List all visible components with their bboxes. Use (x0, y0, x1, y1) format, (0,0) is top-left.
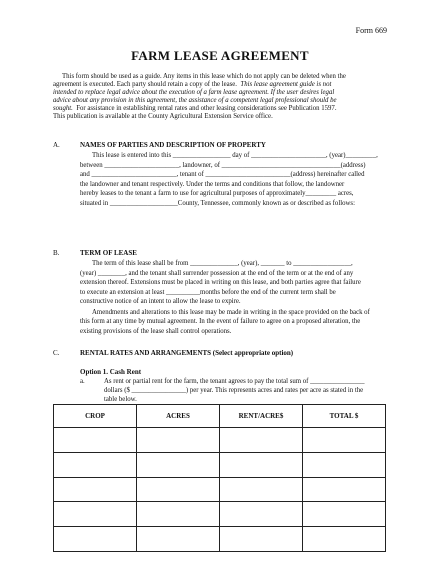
section-a-line: between ______________________, landowner, of ___________________________________(address) (80, 162, 366, 169)
section-b-line: (year) ________, and the tenant shall surrender possession at the end of the term or at the end of any (80, 270, 354, 277)
table-cell[interactable] (303, 477, 386, 502)
document-title: FARM LEASE AGREEMENT (131, 48, 309, 63)
table-cell[interactable] (137, 477, 220, 502)
section-c-line: dollars ($ ________________) per year. This represents acres and rates per acre as stated in the (104, 387, 364, 394)
table-cell[interactable] (54, 452, 137, 477)
table-cell[interactable] (220, 502, 303, 527)
table-cell[interactable] (220, 477, 303, 502)
rent-table (53, 404, 386, 552)
section-b-line: this form at any time by mutual agreement. In the event of failure to agree on a proposed alteration, the (80, 318, 361, 325)
table-cell[interactable] (54, 502, 137, 527)
section-c-line: As rent or partial rent for the farm, the tenant agrees to pay the total sum of ________________ (104, 378, 365, 385)
table-row (54, 428, 386, 453)
section-b-line: Amendments and alterations to this lease may be made in writing in the space provided on the back of (92, 309, 370, 316)
table-cell[interactable] (303, 428, 386, 453)
section-a-line: and _________________________, tenant of _________________________(address) hereinafter called (80, 171, 365, 178)
section-b-line: to execute an extension at least __________months before the end of the current term shall be (80, 289, 336, 296)
section-a-line: situated in ____________________County, Tennessee, commonly known as or described as follows: (80, 200, 355, 207)
table-cell[interactable] (303, 527, 386, 552)
intro-line: advice about any provision in this agreement, the assistance of a competent legal professional should be (53, 97, 337, 104)
column-header-crop: CROP (54, 405, 137, 428)
section-a-line: hereby leases to the tenant a farm to use for agricultural purposes of approximately_________ acres, (80, 190, 354, 197)
intro-line: sought. For assistance in establishing rental rates and other leasing considerations see Publication 1597. (53, 105, 337, 112)
table-row (54, 502, 386, 527)
table-cell[interactable] (137, 428, 220, 453)
table-cell[interactable] (137, 502, 220, 527)
section-a-letter: A. (53, 141, 60, 149)
table-row (54, 477, 386, 502)
table-cell[interactable] (54, 428, 137, 453)
section-a-line: This lease is entered into this _________________ day of ______________________, (year)_________, (92, 152, 378, 159)
table-cell[interactable] (54, 527, 137, 552)
intro-line: This form should be used as a guide. Any items in this lease which do not apply can be deleted when the (62, 73, 346, 80)
table-cell[interactable] (137, 452, 220, 477)
section-b-letter: B. (53, 249, 60, 257)
table-header-row (54, 405, 386, 428)
intro-line: intended to replace legal advice about the execution of a farm lease agreement. If the user desires legal (53, 89, 335, 96)
table-cell[interactable] (303, 502, 386, 527)
table-cell[interactable] (220, 527, 303, 552)
section-a-title: NAMES OF PARTIES AND DESCRIPTION OF PROPERTY (80, 141, 266, 149)
table-row (54, 452, 386, 477)
section-b-line: existing provisions of the lease shall control operations. (80, 328, 232, 335)
section-a-line: the landowner and tenant respectively. Under the terms and conditions that follow, the landowner (80, 181, 345, 188)
table-cell[interactable] (220, 428, 303, 453)
item-a-letter: a. (80, 378, 85, 385)
intro-line: This publication is available at the County Agricultural Extension Service office. (53, 113, 273, 120)
section-b-title: TERM OF LEASE (80, 249, 137, 257)
form-number: Form 669 (355, 26, 387, 35)
option-1-label: Option 1. Cash Rent (80, 368, 142, 376)
section-c-title: RENTAL RATES AND ARRANGEMENTS (Select appropriate option) (80, 349, 294, 357)
table-row (54, 527, 386, 552)
table-cell[interactable] (54, 477, 137, 502)
column-header-acres: ACRES (137, 405, 220, 428)
section-b-line: The term of this lease shall be from ______________, (year), _______ to _________________, (92, 260, 353, 267)
section-b-line: constructive notice of an intent to allow the lease to expire. (80, 298, 241, 305)
column-header-rent-acre: RENT/ACRE$ (220, 405, 303, 428)
table-cell[interactable] (220, 452, 303, 477)
table-cell[interactable] (303, 452, 386, 477)
section-b-line: extension thereof. Extensions must be placed in writing on this lease, and both parties agree that failure (80, 279, 361, 286)
table-cell[interactable] (137, 527, 220, 552)
section-c-line: table below. (104, 396, 137, 403)
intro-line: agreement is executed. Each party should retain a copy of the lease. This lease agreement guide is not (53, 81, 332, 88)
column-header-total: TOTAL $ (303, 405, 386, 428)
section-c-letter: C. (53, 349, 60, 357)
